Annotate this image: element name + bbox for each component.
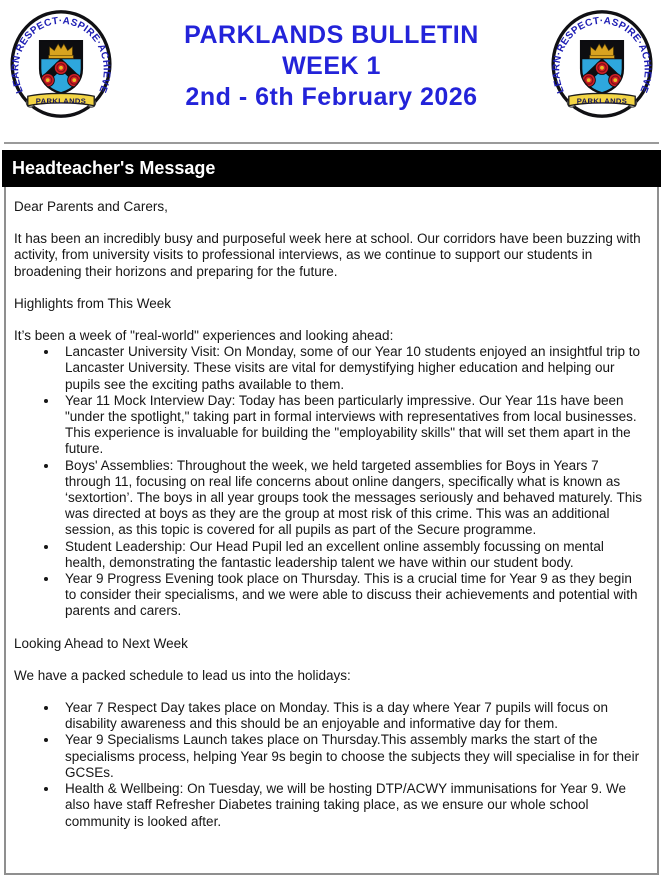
- highlights-heading: Highlights from This Week: [14, 295, 172, 311]
- section-header-label: Headteacher's Message: [12, 158, 216, 178]
- headteacher-message-header: [2, 150, 661, 187]
- list-item: • Year 7 Respect Day takes place on Monday. This is a day where Year 7 pupils will focus on disability awareness and this should be an enjoyable and informative day for them.: [59, 700, 643, 732]
- salutation: Dear Parents and Carers,: [14, 199, 168, 214]
- list-item: • Health & Wellbeing: On Tuesday, we will be hosting DTP/ACWY immunisations for Year 9. We also have staff Refresher Diabetes training taking place, as we ensure our whole school community is looked after.: [59, 781, 643, 830]
- ahead-heading: Looking Ahead to Next Week: [14, 635, 188, 651]
- ahead-intro: We have a packed schedule to lead us into the holidays:: [14, 667, 351, 683]
- masthead: [0, 0, 663, 142]
- crest-motto: LEARN·RESPECT·ASPIRE·ACHIEVE: [551, 15, 653, 95]
- school-crest-icon: [8, 8, 114, 120]
- highlights-list: [14, 344, 643, 619]
- headteacher-message-body: [4, 187, 659, 875]
- list-item: • Lancaster University Visit: On Monday, some of our Year 10 students enjoyed an insightful trip to Lancaster University. These visits are vital for demystifying higher education and helping our pupils see the exciting paths available to them.: [59, 344, 643, 393]
- list-item: • Student Leadership: Our Head Pupil led an excellent online assembly focussing on mental health, demonstrating the fantastic leadership talent we have within our student body.: [59, 539, 643, 571]
- list-item: • Year 11 Mock Interview Day: Today has been particularly impressive. Our Year 11s have been "under the spotlight," taking part in formal interviews with representatives from local businesses. This experience is invaluable for building the "employability skills" that will set them apart in the future.: [59, 393, 643, 458]
- bulletin-dates: 2nd - 6th February 2026: [185, 83, 478, 111]
- crest-motto: LEARN·RESPECT·ASPIRE·ACHIEVE: [10, 15, 112, 95]
- school-crest-icon: [549, 8, 655, 120]
- divider: [4, 142, 659, 144]
- crest-banner-text: PARKLANDS: [35, 96, 87, 106]
- intro-paragraph: It has been an incredibly busy and purposeful week here at school. Our corridors have been buzzing with activity, from university visits to professional interviews, as we continue to support our students in broadening their horizons and preparing for the future.: [14, 231, 641, 279]
- bulletin-title: PARKLANDS BULLETIN: [184, 21, 479, 49]
- next-week-list: [14, 700, 643, 830]
- highlights-intro: It’s been a week of "real-world" experiences and looking ahead:: [14, 328, 394, 344]
- list-item: • Boys' Assemblies: Throughout the week, we held targeted assemblies for Boys in Years 7 through 11, focusing on real life concerns about online dangers, specifically what is known as ‘sextortion’. The boys in all year groups took the messages seriously and behaved maturely. This was directed at boys as they are the group at most risk of this crime. This was an additional session, as this topic is covered for all pupils as part of the Secure programme.: [59, 458, 643, 539]
- bulletin-week: WEEK 1: [282, 52, 381, 80]
- crest-banner-text: PARKLANDS: [576, 96, 628, 106]
- list-item: • Year 9 Specialisms Launch takes place on Thursday.This assembly marks the start of the specialisms process, helping Year 9s begin to choose the subjects they will specialise in for their GCSEs.: [59, 732, 643, 781]
- list-item: • Year 9 Progress Evening took place on Thursday. This is a crucial time for Year 9 as they begin to consider their specialisms, and we were able to discuss their achievements and potential with parents and carers.: [59, 571, 643, 620]
- bulletin-title-block: [114, 20, 549, 113]
